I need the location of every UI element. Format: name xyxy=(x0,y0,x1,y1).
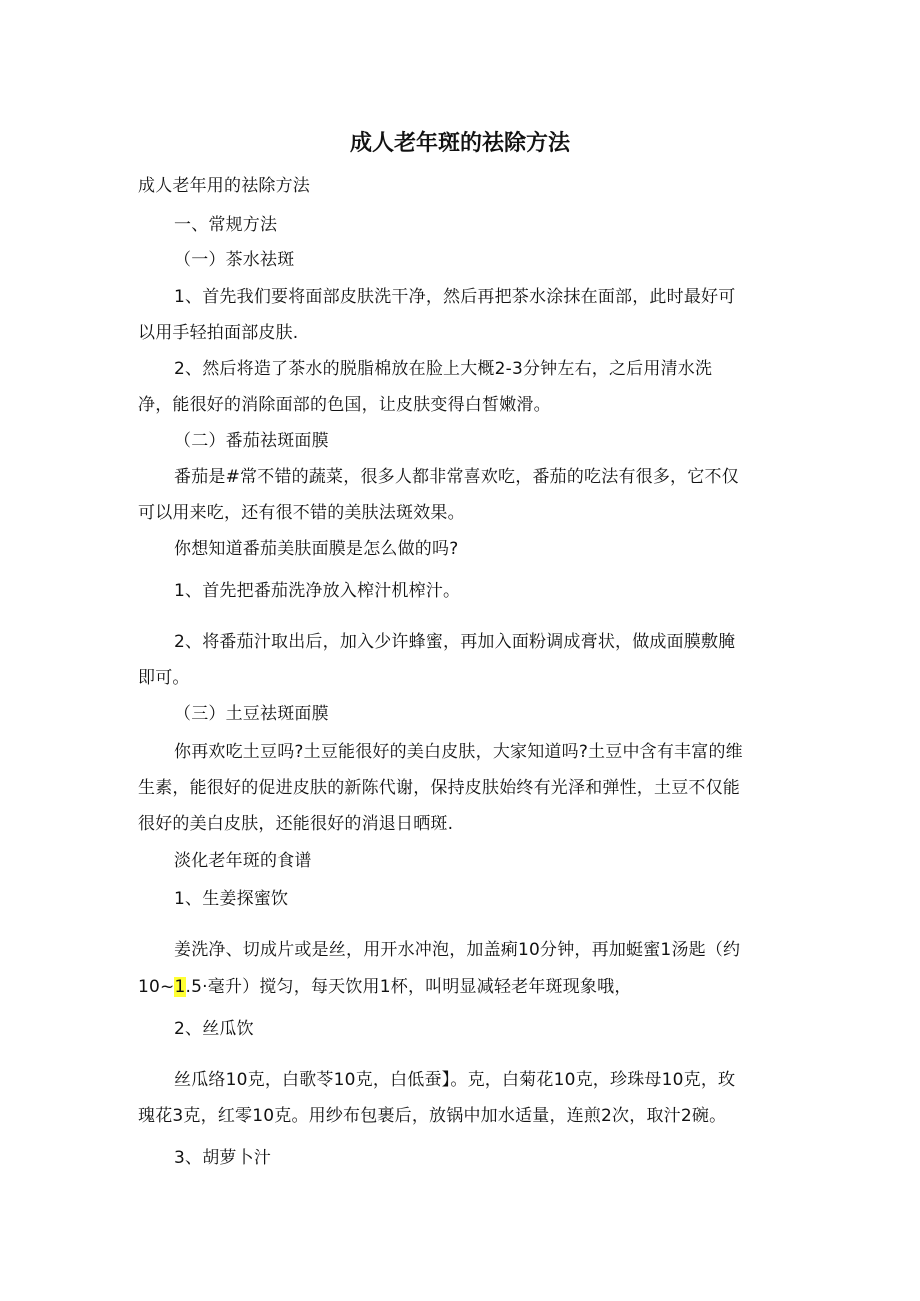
paragraph-line: 以用手轻拍面部皮肤. xyxy=(138,323,299,343)
section-heading: 淡化老年斑的食谱 xyxy=(174,851,312,871)
subsection-heading: （一）茶水祛斑 xyxy=(174,250,295,270)
text-segment: .5·毫升）搅匀，每天饮用1杯，叫明显减轻老年斑现象哦， xyxy=(185,977,632,997)
paragraph-line: 即可。 xyxy=(138,668,190,688)
subsection-heading: （二）番茄祛斑面膜 xyxy=(174,431,329,451)
paragraph-line: 净，能很好的消除面部的色国，让皮肤变得白皙嫩滑。 xyxy=(138,395,551,415)
subtitle-line: 成人老年用的祛除方法 xyxy=(138,176,310,196)
paragraph-line: 瑰花3克，红零10克。用纱布包裹后，放锅中加水适量，连煎2次，取汁2碗。 xyxy=(138,1106,727,1126)
paragraph-line: 生素，能很好的促进皮肤的新陈代谢，保持皮肤始终有光泽和弹性，土豆不仅能 xyxy=(138,778,740,798)
paragraph-line: 1、首先我们要将面部皮肤洗干净，然后再把茶水涂抹在面部，此时最好可 xyxy=(174,287,736,307)
paragraph-line: 很好的美白皮肤，还能很好的消退日晒斑. xyxy=(138,814,454,834)
paragraph-line: 1、首先把番茄洗净放入榨汁机榨汁。 xyxy=(174,581,461,601)
recipe-heading: 1、生姜探蜜饮 xyxy=(174,889,289,909)
paragraph-line: 可以用来吃，还有很不错的美肤法斑效果。 xyxy=(138,503,465,523)
paragraph-line: 你想知道番茄美肤面膜是怎么做的吗? xyxy=(174,539,459,559)
paragraph-line xyxy=(138,974,632,1000)
paragraph-line: 你再欢吃土豆吗?土豆能很好的美白皮肤，大家知道吗?土豆中含有丰富的维 xyxy=(174,742,743,762)
section-heading: 一、常规方法 xyxy=(174,215,278,235)
highlighted-text: 1 xyxy=(174,977,186,997)
paragraph-line: 2、将番茄汁取出后，加入少许蜂蜜，再加入面粉调成膏状，做成面膜敷腌 xyxy=(174,632,736,652)
subsection-heading: （三）土豆祛斑面膜 xyxy=(174,704,329,724)
paragraph-line: 2、然后将造了茶水的脱脂棉放在脸上大概2-3分钟左右，之后用清水洗 xyxy=(174,359,713,379)
paragraph-line: 丝瓜络10克，白歌苓10克，白低蚕】。克，白菊花10克，珍珠母10克，玫 xyxy=(174,1070,736,1090)
paragraph-line: 番茄是#常不错的蔬菜，很多人都非常喜欢吃，番茄的吃法有很多，它不仅 xyxy=(174,467,739,487)
recipe-heading: 3、胡萝卜汁 xyxy=(174,1148,272,1168)
document-title: 成人老年斑的祛除方法 xyxy=(349,131,570,156)
text-segment: 10~ xyxy=(138,977,175,997)
recipe-heading: 2、丝瓜饮 xyxy=(174,1019,254,1039)
paragraph-line: 姜洗净、切成片或是丝，用开水冲泡，加盖痢10分钟，再加蜓蜜1汤匙（约 xyxy=(174,940,741,960)
